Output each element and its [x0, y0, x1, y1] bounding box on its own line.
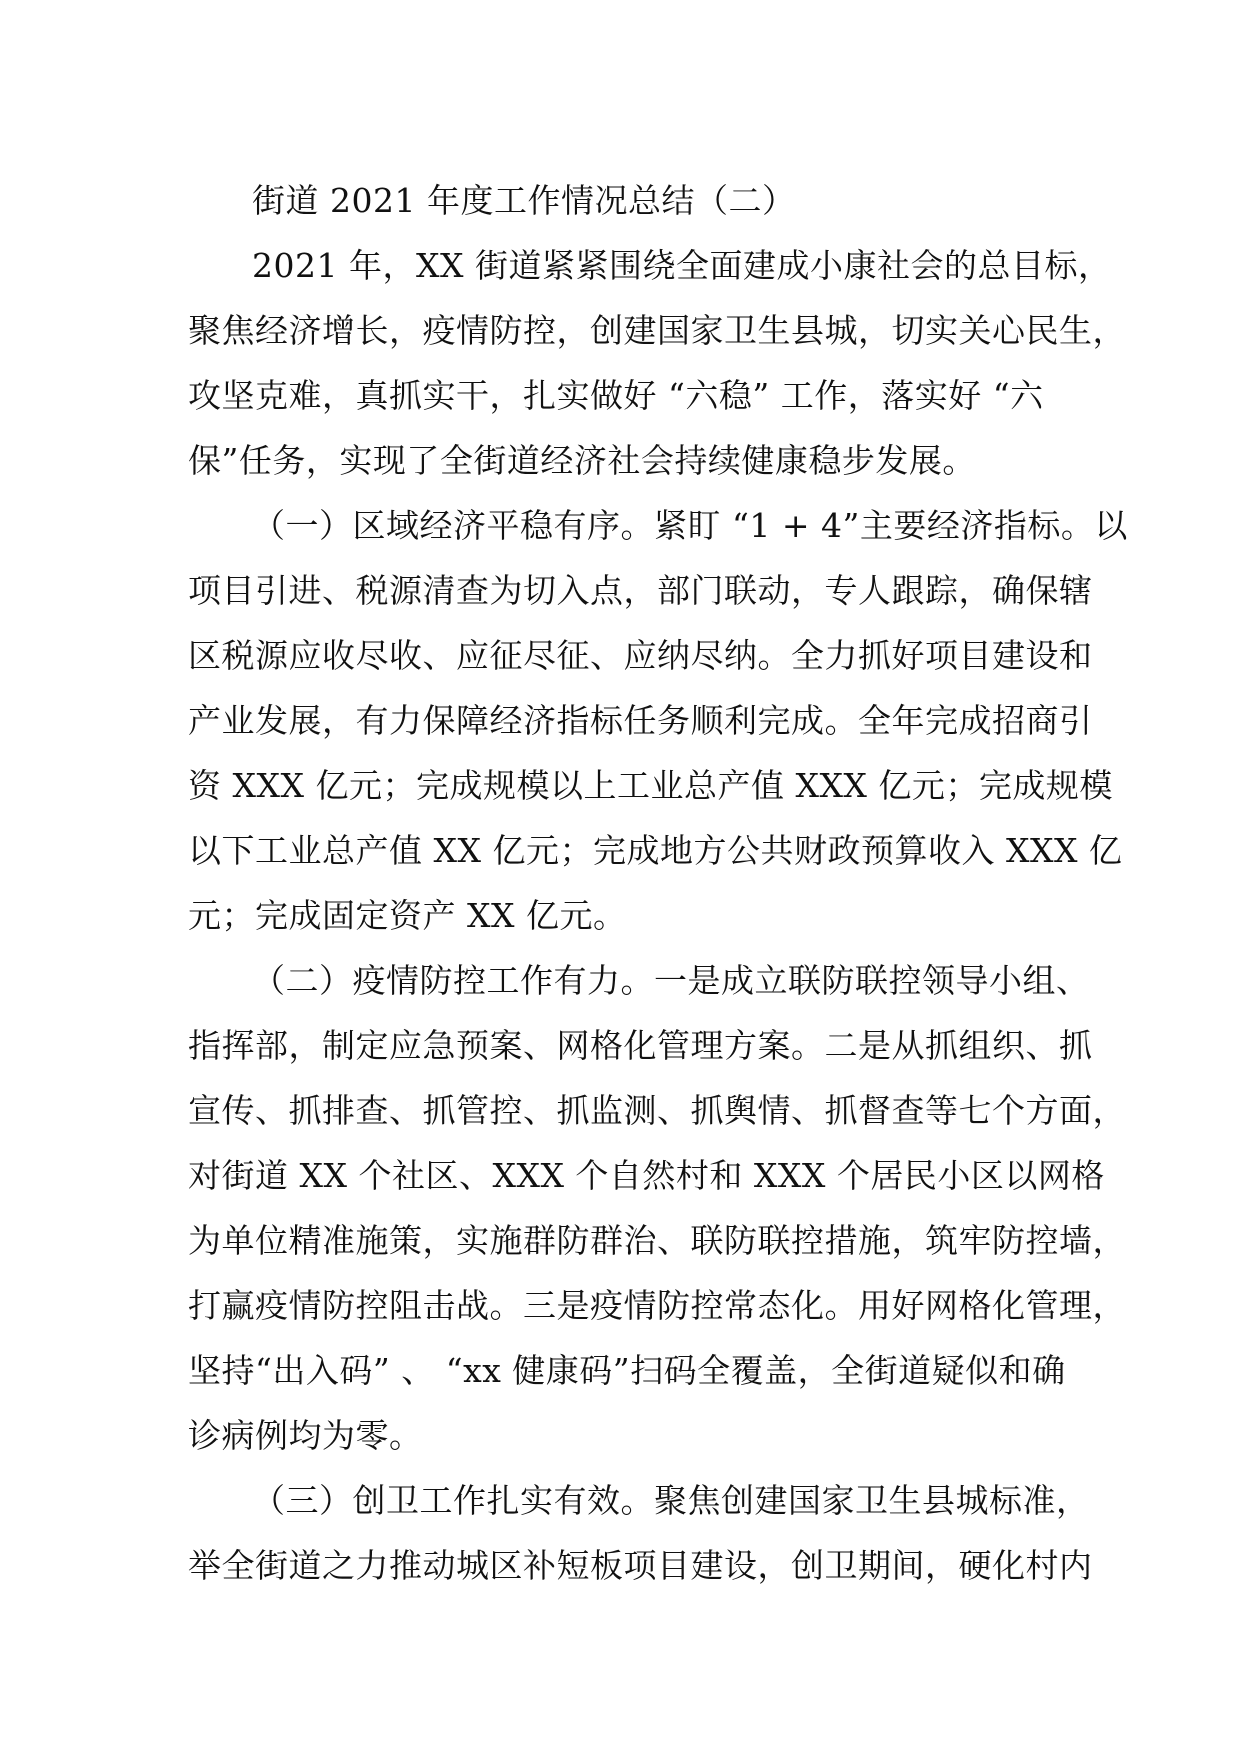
document-body	[188, 168, 1128, 1598]
section-2-line-6: 打赢疫情防控阻击战。三是疫情防控常态化。用好网格化管理，	[188, 1286, 1126, 1325]
section-2-line-2: 指挥部，制定应急预案、网格化管理方案。二是从抓组织、抓	[188, 1026, 1093, 1065]
section-1-line-2: 项目引进、税源清查为切入点，部门联动，专人跟踪，确保辖	[188, 571, 1093, 610]
section-3-line-1: （三）创卫工作扎实有效。聚焦创建国家卫生县城标准，	[252, 1481, 1090, 1520]
section-2-line-4: 对街道 XX 个社区、XXX 个自然村和 XXX 个居民小区以网格	[188, 1156, 1105, 1195]
paragraph-1-line-2: 聚焦经济增长，疫情防控，创建国家卫生县城，切实关心民生，	[188, 311, 1126, 350]
section-2-line-7: 坚持“出入码” 、 “xx 健康码”扫码全覆盖，全街道疑似和确	[188, 1351, 1066, 1390]
section-1-line-5: 资 XXX 亿元；完成规模以上工业总产值 XXX 亿元；完成规模	[188, 766, 1113, 805]
section-2-line-8: 诊病例均为零。	[188, 1416, 423, 1455]
section-2-line-1: （二）疫情防控工作有力。一是成立联防联控领导小组、	[252, 961, 1090, 1000]
paragraph-1-line-4: 保”任务，实现了全街道经济社会持续健康稳步发展。	[188, 441, 976, 480]
document-title: 街道 2021 年度工作情况总结（二）	[252, 181, 796, 220]
paragraph-1-line-1: 2021 年，XX 街道紧紧围绕全面建成小康社会的总目标，	[252, 246, 1112, 285]
section-1-line-7: 元；完成固定资产 XX 亿元。	[188, 896, 627, 935]
section-2-line-3: 宣传、抓排查、抓管控、抓监测、抓舆情、抓督查等七个方面，	[188, 1091, 1126, 1130]
section-1-line-6: 以下工业总产值 XX 亿元；完成地方公共财政预算收入 XXX 亿	[188, 831, 1123, 870]
section-3-line-2: 举全街道之力推动城区补短板项目建设，创卫期间，硬化村内	[188, 1546, 1093, 1585]
section-1-line-3: 区税源应收尽收、应征尽征、应纳尽纳。全力抓好项目建设和	[188, 636, 1093, 675]
section-1-line-1: （一）区域经济平稳有序。紧盯 “1 + 4”主要经济指标。以	[252, 506, 1128, 545]
section-2-line-5: 为单位精准施策，实施群防群治、联防联控措施，筑牢防控墙，	[188, 1221, 1126, 1260]
paragraph-1-line-3: 攻坚克难，真抓实干，扎实做好 “六稳” 工作，落实好 “六	[188, 376, 1044, 415]
section-1-line-4: 产业发展，有力保障经济指标任务顺利完成。全年完成招商引	[188, 701, 1093, 740]
